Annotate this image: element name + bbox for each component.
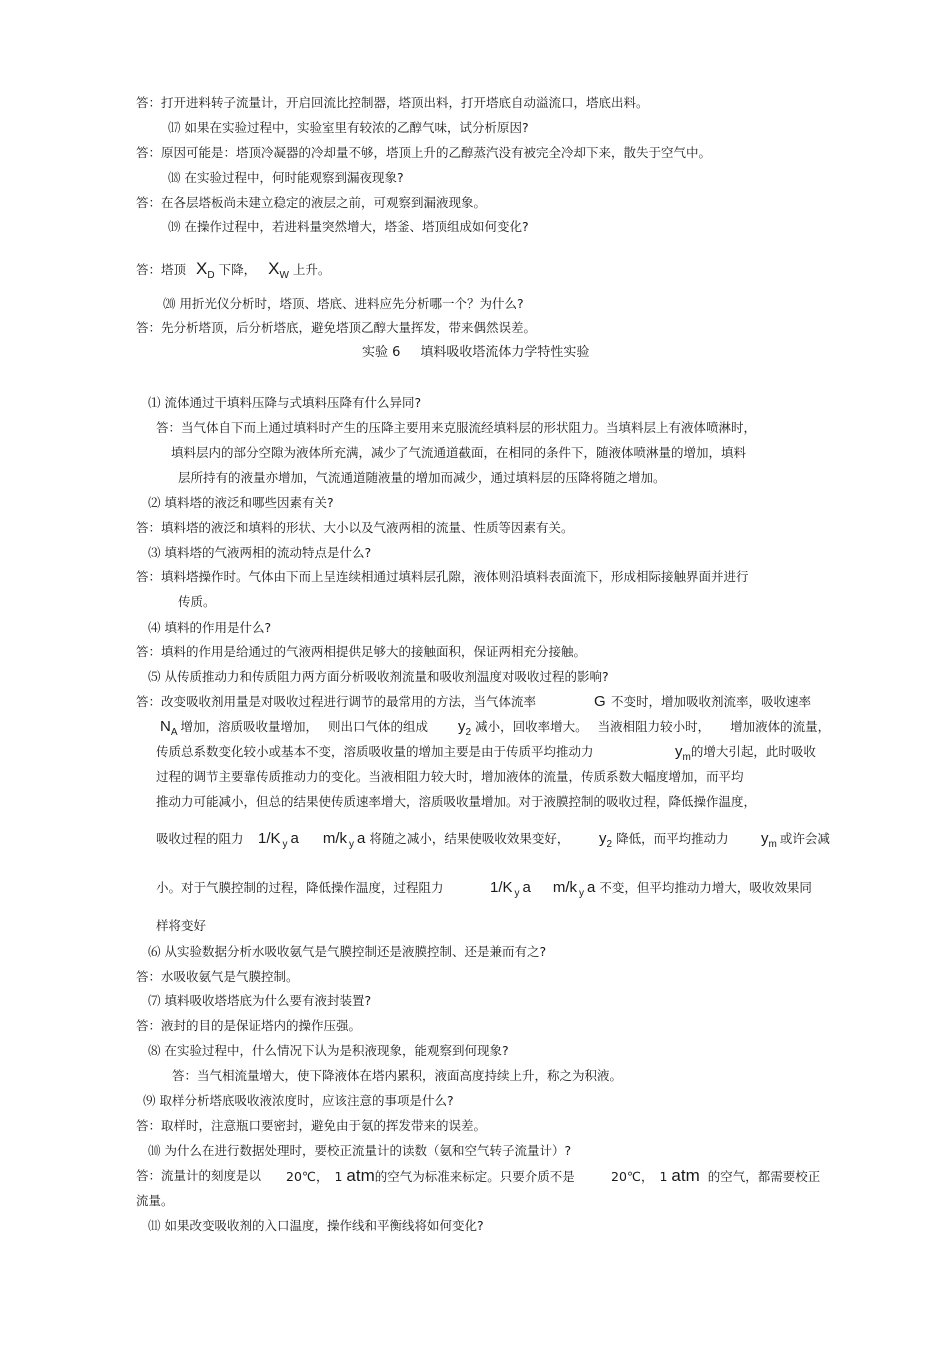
question-3: ⑶ 填料塔的气液两相的流动特点是什么? [148, 545, 372, 560]
answer-5-line-6-c: 降低，而平均推动力 [616, 831, 729, 846]
answer-5-line-6-y2 [599, 831, 729, 849]
answer-6: 答：水吸收氨气是气膜控制。 [136, 969, 299, 984]
section-title-name: 填料吸收塔流体力学特性实验 [420, 345, 590, 360]
answer-20: 答：先分析塔顶，后分析塔底，避免塔顶乙醇大量挥发，带来偶然误差。 [136, 320, 537, 335]
answer-16: 答：打开进料转子流量计，开启回流比控制器，塔顶出料，打开塔底自动溢流口，塔底出料。 [136, 95, 649, 110]
answer-5-line-6-a: 吸收过程的阻力 [156, 831, 244, 846]
answer-5-line-3-ym [675, 744, 816, 762]
subscript-d: D [207, 270, 215, 281]
answer-18: 答：在各层塔板尚未建立稳定的液层之前，可观察到漏液现象。 [136, 195, 487, 210]
formula-2 [490, 880, 812, 898]
unit-atm-2: atm [671, 1166, 700, 1185]
unit-atm-1: atm [346, 1166, 375, 1185]
answer-5-line-2-b: 则出口气体的组成 [328, 719, 429, 734]
subscript-m-b: m [768, 839, 777, 850]
answer-5-line-4: 过程的调节主要靠传质推动力的变化。当液相阻力较大时，增加液体的流量，传质系数大幅度增加，而平均 [156, 769, 744, 784]
symbol-ym-b: y [761, 830, 769, 847]
answer-5-line-6-d: 或许会减 [779, 831, 830, 846]
formula-2-sub-y: y [514, 888, 520, 899]
answer-1-line-3: 层所持有的液量亦增加，气流通道随液量的增加而减少，通过填料层的压降将随之增加。 [178, 470, 666, 485]
answer-10-line-1-b: 的空气为标准来标定。只要介质不是 [374, 1169, 575, 1184]
question-4: ⑷ 填料的作用是什么? [148, 620, 272, 635]
question-19: ⒆ 在操作过程中，若进料量突然增大，塔釜、塔顶组成如何变化? [168, 219, 529, 234]
question-18: ⒅ 在实验过程中，何时能观察到漏夜现象? [168, 170, 404, 185]
subscript-2-b: 2 [606, 839, 613, 850]
subscript-2: 2 [465, 727, 472, 738]
answer-5-line-2-a: 增加，溶质吸收量增加， [180, 719, 319, 734]
answer-2: 答：填料塔的液泛和填料的形状、大小以及气液两相的流量、性质等因素有关。 [136, 520, 574, 535]
answer-17: 答：原因可能是：塔顶冷凝器的冷却量不够，塔顶上升的乙醇蒸汽没有被完全冷却下来，散失于空气中。 [136, 145, 712, 160]
answer-5-line-6-ym [761, 831, 830, 849]
answer-5-line-8: 样将变好 [156, 918, 207, 933]
answer-10-line-1: 答：流量计的刻度是以 [136, 1168, 262, 1183]
formula-2-sub-y-2: y [579, 888, 585, 899]
question-7: ⑺ 填料吸收塔塔底为什么要有液封装置? [148, 993, 372, 1008]
answer-5-line-2-e: 增加液体的流量， [730, 719, 831, 734]
pressure-value-2: 1 [659, 1169, 668, 1184]
pressure-value-1: 1 [334, 1169, 343, 1184]
question-11: ⑾ 如果改变吸收剂的入口温度，操作线和平衡线将如何变化? [148, 1218, 484, 1233]
symbol-y2: y [458, 718, 466, 735]
answer-5-line-3-end: 的增大引起，此时吸收 [690, 744, 816, 759]
symbol-n: N [160, 718, 171, 735]
answer-19-prefix: 答：塔顶 [136, 262, 187, 277]
section-title-label: 实验 6 [362, 345, 401, 360]
subscript-a: A [170, 727, 178, 738]
answer-10-unit-1 [286, 1168, 575, 1185]
subscript-m: m [682, 752, 691, 763]
question-8: ⑻ 在实验过程中，什么情况下认为是积液现象，能观察到何现象? [148, 1043, 509, 1058]
answer-19-end: 上升。 [292, 262, 331, 277]
formula-1 [258, 831, 569, 849]
question-2: ⑵ 填料塔的液泛和哪些因素有关? [148, 495, 334, 510]
answer-19 [136, 261, 330, 280]
symbol-x: X [196, 259, 208, 278]
answer-4: 答：填料的作用是给通过的气液两相提供足够大的接触面积，保证两相充分接触。 [136, 644, 587, 659]
answer-5-line-6-b: 将随之减小，结果使吸收效果变好， [369, 831, 570, 846]
answer-5-line-7-b: 不变，但平均推动力增大，吸收效果同 [599, 880, 812, 895]
question-6: ⑹ 从实验数据分析水吸收氨气是气膜控制还是液膜控制、还是兼而有之? [148, 944, 547, 959]
formula-2-a: a [522, 879, 531, 896]
answer-5-line-6 [156, 831, 244, 847]
formula-m-k: m/k [322, 830, 348, 847]
question-17: ⒄ 如果在实验过程中，实验室里有较浓的乙醇气味，试分析原因? [168, 120, 529, 135]
answer-5-line-5: 推动力可能减小，但总的结果使传质速率增大，溶质吸收量增加。对于液膜控制的吸收过程，降低操作温度， [156, 794, 757, 809]
answer-3-line-1: 答：填料塔操作时。气体由下而上呈连续相通过填料层孔隙，液体则沿填料表面流下，形成相际接触界面并进行 [136, 569, 749, 584]
answer-19-mid: 下降， [218, 262, 257, 277]
answer-5-line-2 [160, 719, 428, 737]
answer-1-line-1: 答：当气体自下而上通过填料时产生的压降主要用来克服流经填料层的形状阻力。当填料层上有液体喷淋时， [156, 420, 757, 435]
formula-inv-k: 1/K [258, 830, 281, 847]
formula-sub-y-2: y [349, 839, 355, 850]
question-5: ⑸ 从传质推动力和传质阻力两方面分析吸收剂流量和吸收剂温度对吸收过程的影响? [148, 669, 609, 684]
answer-5-line-1-end: 不变时，增加吸收剂流率，吸收速率 [611, 694, 812, 709]
answer-8: 答：当气相流量增大，使下降液体在塔内累积，液面高度持续上升，称之为积液。 [172, 1068, 623, 1083]
temperature-1: 20℃， [286, 1169, 329, 1184]
question-9: ⑼ 取样分析塔底吸收液浓度时，应该注意的事项是什么? [143, 1093, 454, 1108]
answer-5-line-2-c: 减小，回收率增大。 [475, 719, 588, 734]
formula-2-inv-k: 1/K [490, 879, 513, 896]
section-title [362, 345, 589, 361]
symbol-ym: y [675, 743, 683, 760]
answer-10-unit-2 [611, 1168, 820, 1185]
symbol-g: G [594, 693, 606, 710]
formula-2-a-2: a [587, 879, 596, 896]
question-20: ⒇ 用折光仪分析时，塔顶、塔底、进料应先分析哪一个？为什么? [163, 296, 524, 311]
formula-2-m-k: m/k [552, 879, 578, 896]
answer-1-line-2: 填料层内的部分空隙为液体所充满，减少了气流通道截面，在相同的条件下，随液体喷淋量的增加，填料 [171, 445, 747, 460]
answer-7: 答：液封的目的是保证塔内的操作压强。 [136, 1018, 362, 1033]
formula-a-2: a [357, 830, 366, 847]
answer-10-line-2: 流量。 [136, 1193, 174, 1208]
answer-10-line-1-c: 的空气，都需要校正 [707, 1169, 821, 1184]
symbol-y2-b: y [599, 830, 607, 847]
answer-3-line-2: 传质。 [178, 594, 216, 609]
answer-5-line-7: 小。对于气膜控制的过程，降低操作温度，过程阻力 [156, 880, 444, 895]
question-10: ⑽ 为什么在进行数据处理时，要校正流量计的读数（氨和空气转子流量计）? [148, 1143, 572, 1158]
subscript-w: W [279, 270, 289, 281]
answer-5-line-3: 传质总系数变化较小或基本不变，溶质吸收量的增加主要是由于传质平均推动力 [156, 744, 594, 759]
formula-a: a [290, 830, 299, 847]
answer-9: 答：取样时，注意瓶口要密封，避免由于氨的挥发带来的误差。 [136, 1118, 487, 1133]
symbol-xw: X [268, 259, 280, 278]
answer-5-line-1: 答：改变吸收剂用量是对吸收过程进行调节的最常用的方法，当气体流率 [136, 694, 537, 709]
question-1: ⑴ 流体通过干填料压降与式填料压降有什么异同? [148, 395, 422, 410]
formula-sub-y: y [282, 839, 288, 850]
temperature-2: 20℃， [611, 1169, 654, 1184]
answer-5-line-2-d: 当液相阻力较小时， [597, 719, 711, 734]
answer-5-line-2-y2 [458, 719, 830, 737]
